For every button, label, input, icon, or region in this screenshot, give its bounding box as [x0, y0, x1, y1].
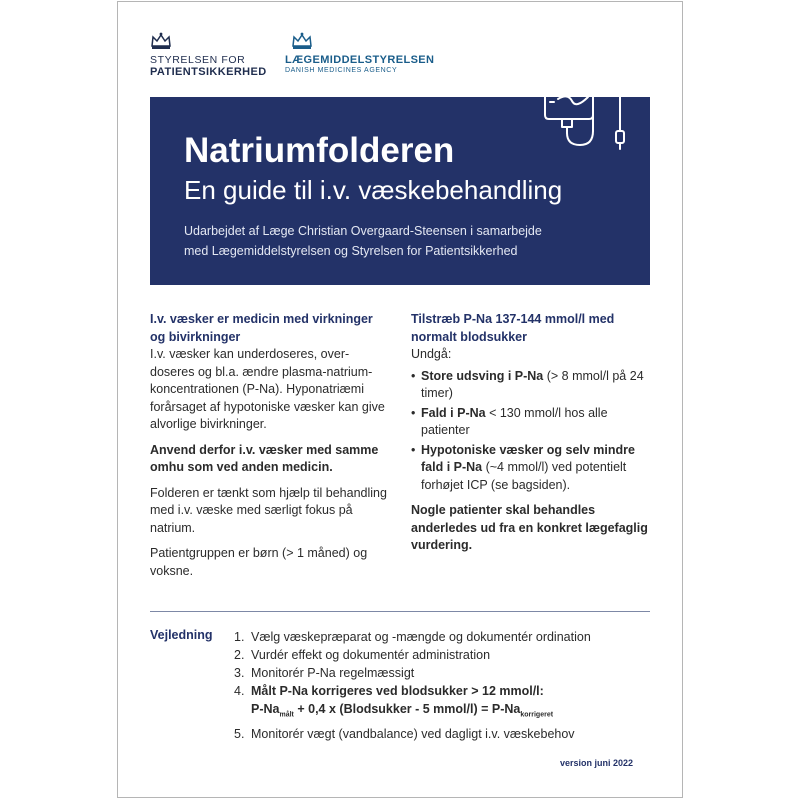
- page-title: Natriumfolderen: [184, 131, 455, 170]
- step-text: Monitorér P-Na regelmæssigt: [251, 666, 415, 680]
- lms-logo-line2: DANISH MEDICINES AGENCY: [285, 67, 398, 74]
- iv-bag-icon: [538, 61, 628, 151]
- formula-rhs-sub: korrigeret: [520, 711, 554, 719]
- step-number: 5.: [234, 726, 245, 741]
- credit-text: [184, 221, 542, 261]
- bullet-rest: (~4 mmol/l) ved potentielt forhøjet ICP (se bagsiden).: [421, 460, 627, 492]
- right-intro: Undgå:: [411, 347, 452, 361]
- left-paragraph-4: Patientgruppen er børn (> 1 måned) og voksne.: [150, 546, 368, 578]
- step-number: 2.: [234, 648, 245, 662]
- formula-lhs-sub: målt: [279, 711, 294, 719]
- left-paragraph-1: I.v. væsker kan underdoseres, over-doseres og bl.a. ændre plasma-natrium-koncentrationen (P-Na). Hyponatriæmi forårsaget af hypotoniske væsker kan give alvorlige bivirkninger.: [150, 347, 385, 431]
- lms-logo-line1: LÆGEMIDDELSTYRELSEN: [285, 54, 435, 66]
- guide-steps: [234, 628, 654, 743]
- hero-banner: [150, 97, 650, 285]
- stps-logo-line2: PATIENTSIKKERHED: [150, 66, 267, 78]
- left-paragraph-3: Folderen er tænkt som hjælp til behandling med i.v. væske med særligt fokus på natrium.: [150, 485, 387, 535]
- right-heading: Tilstræb P-Na 137-144 mmol/l med normalt blodsukker: [411, 312, 615, 344]
- step-text: Målt P-Na korrigeres ved blodsukker > 12 mmol/l:: [251, 684, 544, 698]
- crown-icon: [150, 32, 172, 50]
- list-item: [234, 725, 654, 743]
- list-item: [234, 628, 654, 646]
- step-text: Vurdér effekt og dokumentér administration: [251, 648, 491, 662]
- step-number: 4.: [234, 684, 245, 698]
- right-column: [411, 311, 651, 555]
- section-divider: [150, 611, 650, 612]
- list-item: [411, 405, 651, 440]
- left-paragraph-2: Anvend derfor i.v. væsker med samme omhu som ved anden medicin.: [150, 442, 379, 474]
- list-item: [411, 368, 651, 403]
- left-column: [150, 311, 390, 588]
- bullet-rest: (> 8 mmol/l på 24 timer): [421, 368, 644, 400]
- page-subtitle: En guide til i.v. væskebehandling: [184, 175, 563, 205]
- stps-logo-line1: STYRELSEN FOR: [150, 54, 246, 66]
- step-number: 3.: [234, 666, 245, 680]
- bullet-bold: Store udsving i P-Na: [421, 368, 544, 383]
- list-item: [234, 682, 654, 700]
- bullet-bold: Hypotoniske væsker og selv mindre fald i P-Na: [421, 442, 635, 474]
- list-item: [234, 664, 654, 682]
- bullet-bold: Fald i P-Na: [421, 405, 486, 420]
- guide-label: Vejledning: [150, 628, 213, 642]
- list-item: [411, 442, 651, 495]
- credit-line-1: Udarbejdet af Læge Christian Overgaard-Steensen i samarbejde: [184, 224, 542, 238]
- avoid-list: [411, 368, 651, 495]
- correction-formula: [234, 700, 654, 725]
- formula-middle: + 0,4 x (Blodsukker - 5 mmol/l) = P-Na: [293, 702, 521, 716]
- version-label: version juni 2022: [560, 758, 634, 768]
- crown-icon: [291, 32, 313, 50]
- step-number: 1.: [234, 630, 245, 644]
- formula-lhs: P-Na: [251, 702, 280, 716]
- credit-line-2: med Lægemiddelstyrelsen og Styrelsen for Patientsikkerhed: [184, 244, 518, 258]
- list-item: [234, 646, 654, 664]
- left-heading: I.v. væsker er medicin med virkninger og bivirkninger: [150, 312, 373, 344]
- bullet-rest: < 130 mmol/l hos alle patienter: [421, 405, 608, 437]
- step-text: Monitorér vægt (vandbalance) ved dagligt i.v. væskebehov: [251, 726, 575, 741]
- right-closing: Nogle patienter skal behandles anderledes ud fra en konkret lægefaglig vurdering.: [411, 503, 648, 552]
- step-text: Vælg væskepræparat og -mængde og dokumentér ordination: [251, 630, 591, 644]
